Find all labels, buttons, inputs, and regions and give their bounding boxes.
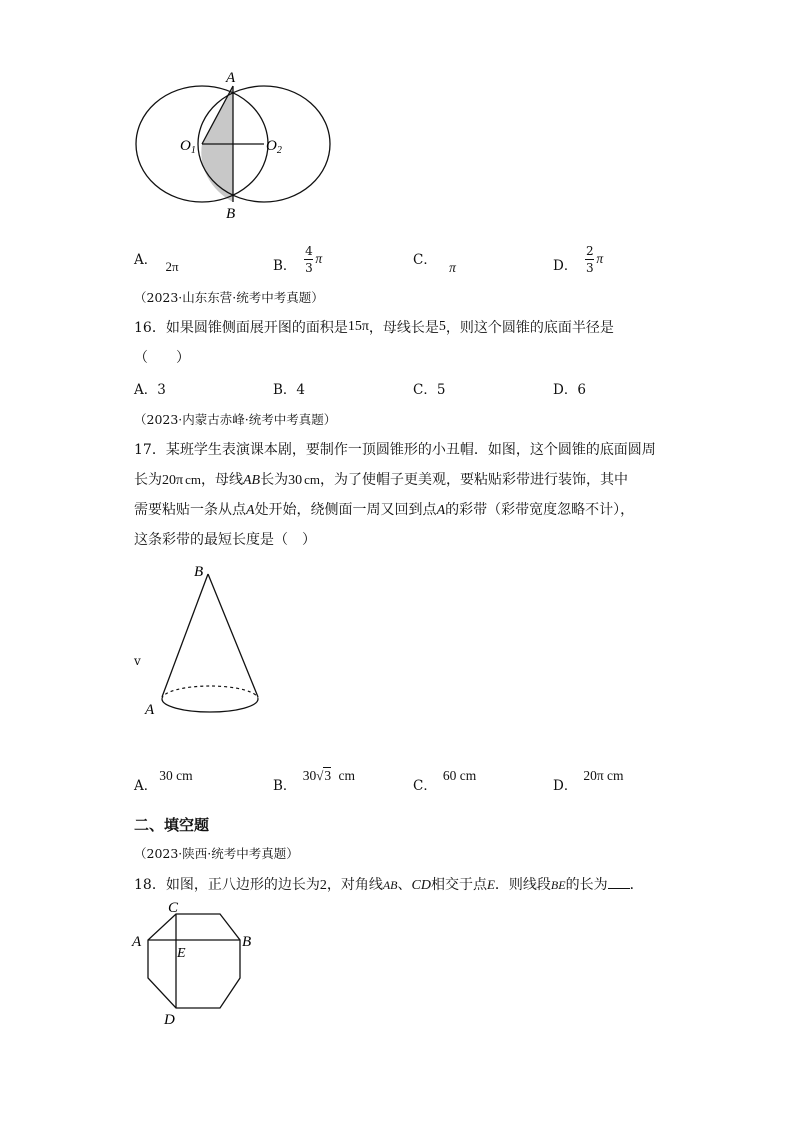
q16-stem: 16．如果圆锥侧面展开图的面积是15π，母线长是5，则这个圆锥的底面半径是 (134, 319, 614, 336)
q16-option-c[interactable]: C．5 (413, 382, 446, 398)
cone-right-edge (208, 574, 258, 697)
regular-octagon (148, 914, 240, 1008)
q16-option-b[interactable]: B．4 (273, 382, 306, 398)
cone-label-b: B (194, 564, 204, 580)
q16-option-d[interactable]: D．6 (553, 382, 586, 398)
q15-option-a[interactable] (134, 250, 179, 274)
q16-option-a[interactable]: A．3 (134, 382, 166, 398)
q17-line2: 长为20π cm，母线AB长为30 cm，为了使帽子更美观，要粘贴彩带进行装饰，其中 (134, 472, 628, 488)
q15-option-d[interactable] (553, 242, 603, 276)
label-o1: $O_1$ (180, 138, 196, 156)
answer-blank[interactable] (608, 874, 630, 889)
cone-left-edge (162, 574, 208, 697)
q17-line3: 需要粘贴一条从点A处开始，绕侧面一周又回到点A的彩带（彩带宽度忽略不计）， (134, 502, 635, 518)
q17-option-b[interactable]: B． 30√3 cm (273, 768, 355, 794)
pi-symbol: π (315, 251, 323, 266)
label-b: B (226, 206, 236, 222)
oct-label-b: B (242, 934, 252, 950)
option-letter: C． (413, 252, 437, 268)
oct-label-c: C (168, 900, 179, 916)
slant-value: 5 (438, 319, 446, 334)
q17-line4: 这条彩带的最短长度是（ ） (134, 532, 316, 548)
stray-mark-v: v (134, 654, 141, 668)
cone-figure (130, 560, 280, 725)
q15-option-b[interactable] (273, 242, 322, 276)
octagon-figure (128, 898, 268, 1030)
two-circles-figure (120, 60, 350, 230)
q17-option-c[interactable]: C．60 cm (413, 768, 477, 794)
q16-paren: （ ） (134, 350, 190, 366)
oct-label-a: A (132, 934, 142, 950)
q17-option-d[interactable]: D．20π cm (553, 768, 624, 794)
q17-line1: 17．某班学生表演课本剧，要制作一顶圆锥形的小丑帽．如图，这个圆锥的底面圆周 (134, 442, 656, 458)
label-a: A (226, 70, 236, 86)
option-letter: D． (553, 258, 578, 274)
sqrt-expression: 30√3 cm (302, 768, 355, 783)
oct-label-e: E (177, 946, 186, 961)
q15-option-c[interactable] (413, 250, 456, 275)
pi-symbol: π (596, 251, 604, 266)
oct-label-d: D (164, 1012, 175, 1028)
option-letter: B． (273, 258, 297, 274)
q16-source: （2023·山东东营·统考中考真题） (134, 290, 324, 305)
option-letter: A． (134, 252, 158, 268)
q17-source: （2023·内蒙古赤峰·统考中考真题） (134, 412, 337, 427)
fraction-2-3: $\frac{2}{3}$ (586, 243, 594, 275)
q18-source: （2023·陕西·统考中考真题） (134, 846, 299, 861)
circumference: 20π (162, 473, 184, 488)
base-front-arc (162, 699, 258, 712)
fraction-4-3: $\frac{4}{3}$ (305, 243, 313, 275)
option-value: 2π (165, 259, 179, 274)
section-title: 二、填空题 (134, 816, 210, 834)
area-value: 15π (347, 319, 369, 334)
cone-label-a: A (145, 702, 155, 718)
q17-option-a[interactable]: A．30 cm (134, 768, 193, 794)
base-back-arc (162, 686, 258, 699)
q18-stem: 18．如图，正八边形的边长为2，对角线AB、CD相交于点E．则线段BE的长为 ． (134, 874, 644, 896)
label-o2: $O_2$ (266, 138, 282, 156)
option-value: π (449, 260, 456, 275)
